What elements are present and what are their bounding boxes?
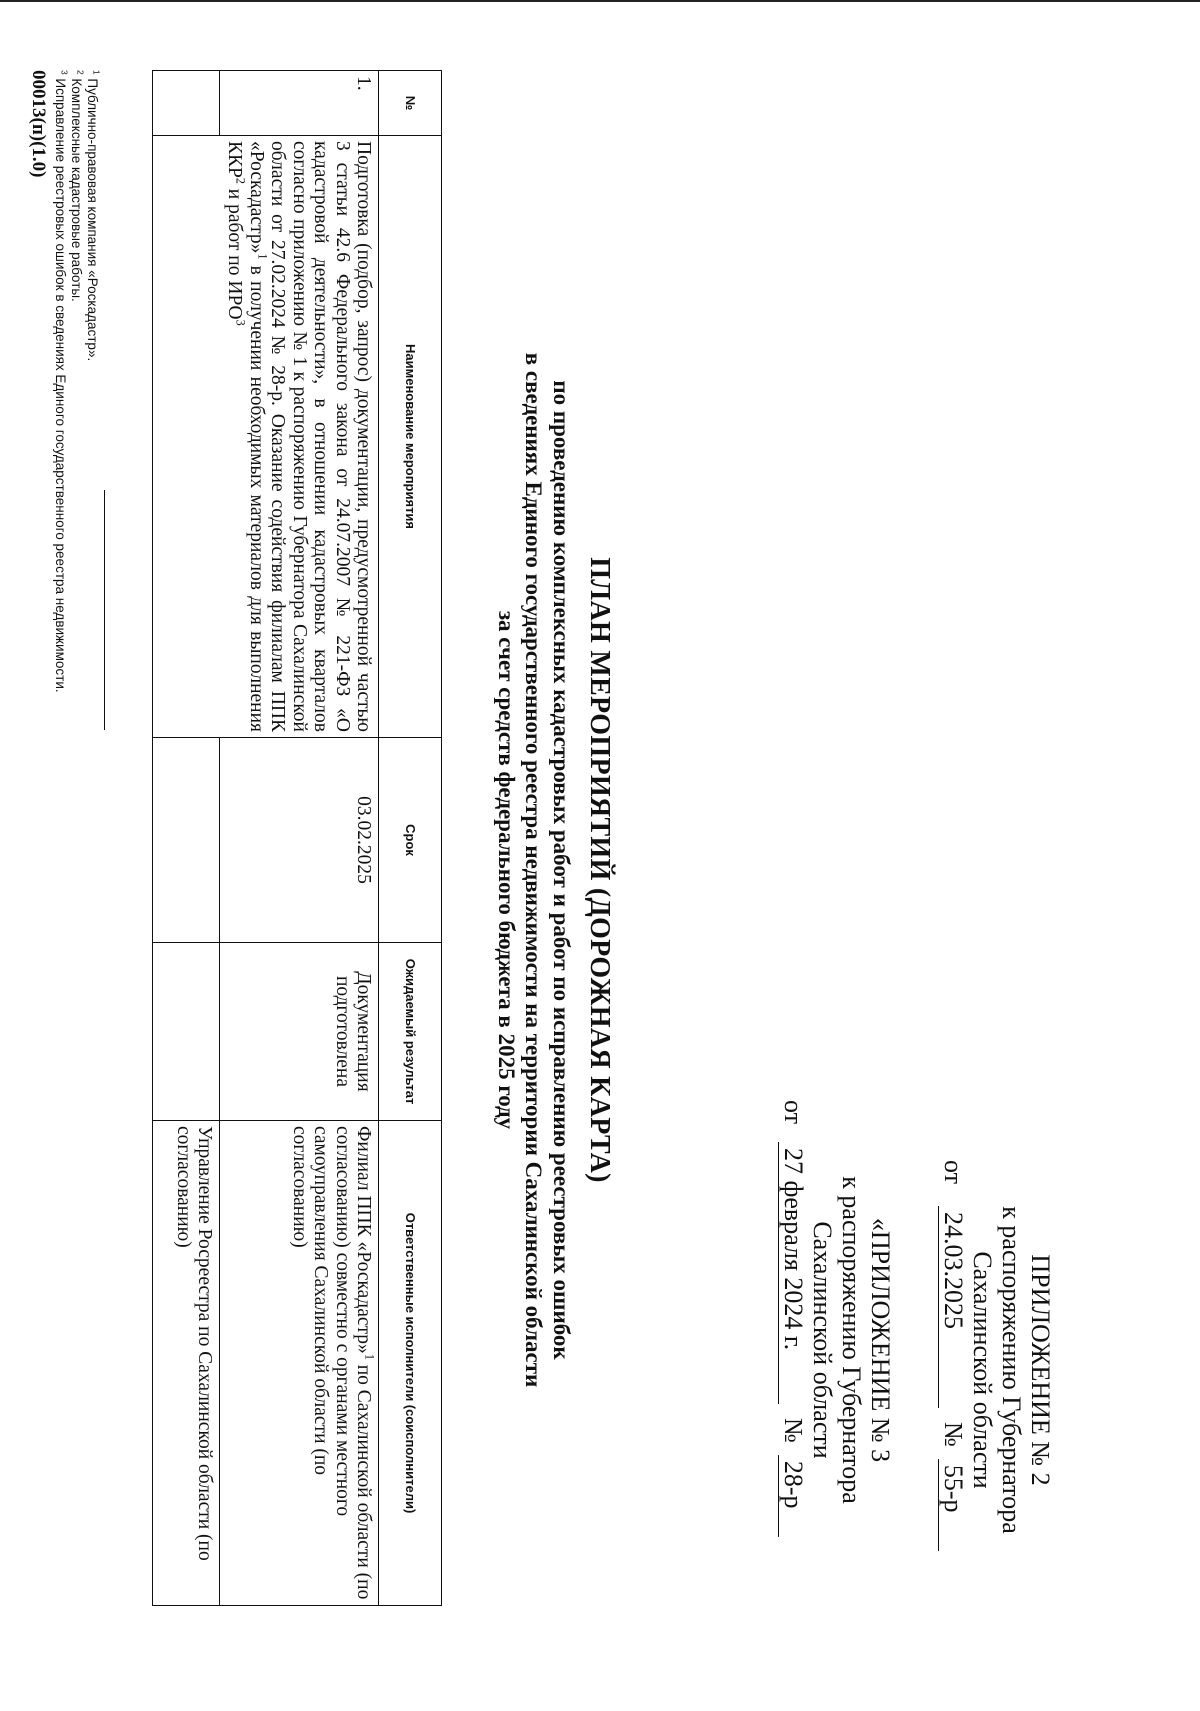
appendix-current-no-label: № (938, 1422, 968, 1447)
row-executor-1-rest: по Сахалинской области (по согласованию) совместно с органами местного самоуправления Сахалинской области (по согласованию) (288, 1126, 374, 1600)
appendix-previous-region: Сахалинской области (807, 1221, 837, 1459)
plan-subtitle-line-3: за счет средств федерального бюджета в 2025 году (493, 610, 519, 1130)
appendix-previous-number: 28-р (778, 1455, 806, 1537)
footnote-ref-1: 1 (255, 253, 270, 260)
appendix-current-date: 24.03.2025 (938, 1206, 966, 1408)
row-num-empty (153, 71, 220, 136)
footnote-item (84, 70, 100, 1170)
appendix-previous-to: к распоряжению Губернатора (836, 1176, 866, 1504)
row-result: Документация подготовлена (220, 943, 379, 1121)
appendix-current-title: ПРИЛОЖЕНИЕ № 2 (1026, 1254, 1055, 1486)
appendix-previous-block (778, 1100, 895, 1580)
row-name (153, 136, 379, 738)
footnote-mark: 2 (75, 70, 86, 75)
appendix-previous-title: «ПРИЛОЖЕНИЕ № 3 (866, 1217, 895, 1463)
row-executor-1-name: Филиал ППК «Роскадастр» (353, 1126, 374, 1354)
appendix-current-region: Сахалинской области (967, 1251, 997, 1489)
document-code: 00013(п)(1.0) (28, 70, 50, 178)
plan-title: ПЛАН МЕРОПРИЯТИЙ (ДОРОЖНАЯ КАРТА) (584, 557, 615, 1183)
appendix-previous-no-label: № (778, 1418, 808, 1443)
footnote-text: Исправление реестровых ошибок в сведениях Единого государственного реестра недвижимости. (52, 78, 68, 693)
header-num: № (379, 71, 442, 136)
plan-subtitle-line-1: по проведению комплексных кадастровых работ и работ по исправлению реестровых ошибок (549, 380, 574, 1360)
row-term: 03.02.2025 (220, 738, 379, 943)
footnote-mark: 1 (91, 70, 102, 75)
row-num: 1. (220, 71, 379, 136)
header-name: Наименование мероприятия (379, 136, 442, 738)
header-executors: Ответственные исполнители (соисполнители) (379, 1121, 442, 1606)
row-name-part-2: Оказание содействия филиалам ППК «Роскадастр» (245, 141, 289, 732)
plan-table (152, 70, 442, 1606)
footnote-item (51, 70, 70, 1170)
appendix-current-to: к распоряжению Губернатора (996, 1206, 1026, 1534)
row-executor-1 (220, 1121, 379, 1606)
footnote-ref-2: 2 (233, 177, 248, 184)
appendix-previous-from-label: от (778, 1100, 808, 1125)
row-term-empty (153, 738, 220, 943)
row-name-part-4: и работ по ИРО (224, 188, 246, 320)
row-executor-2: Управление Росреестра по Сахалинской области (по согласованию) (153, 1121, 220, 1606)
footnote-mark: 3 (59, 70, 70, 75)
footnote-item (68, 70, 84, 1170)
table-header-row (379, 71, 442, 1606)
row-name-part-3: в получении необходимых материалов для выполнения ККР (224, 141, 267, 733)
footnote-ref-3: 3 (233, 319, 248, 326)
appendix-current-block (938, 1160, 1055, 1580)
footnotes-block (27, 70, 105, 1170)
table-row (220, 71, 379, 1606)
executor-footnote-ref-1: 1 (362, 1353, 377, 1360)
appendix-current-number: 55-р (938, 1459, 966, 1551)
appendix-current-date-line (938, 1160, 967, 1580)
header-result: Ожидаемый результат (379, 943, 442, 1121)
footnote-text: Публично-правовая компания «Роскадастр». (85, 78, 100, 362)
footnote-separator (104, 490, 105, 730)
appendix-previous-date-line (778, 1100, 807, 1580)
plan-title-block (492, 240, 615, 1500)
plan-subtitle-line-2: в сведениях Единого государственного реестра недвижимости на территории Сахалинской области (521, 352, 547, 1388)
header-term: Срок (379, 738, 442, 943)
row-result-empty (153, 943, 220, 1121)
appendix-current-from-label: от (938, 1160, 968, 1185)
row-name-part-1: Подготовка (подбор, запрос) документации, предусмотренной частью 3 статьи 42.6 Федерального закона от 24.07.2007 № 221-ФЗ «О кадастровой деятельности», в отношении кадастровых кварталов согласно приложению № 1 к распоряжению Губернатора Сахалинской области от 27.02.2024 № 28-р. (267, 141, 374, 732)
footnote-text: Комплексные кадастровые работы. (68, 78, 84, 302)
appendix-previous-date: 27 февраля 2024 г. (778, 1142, 806, 1404)
